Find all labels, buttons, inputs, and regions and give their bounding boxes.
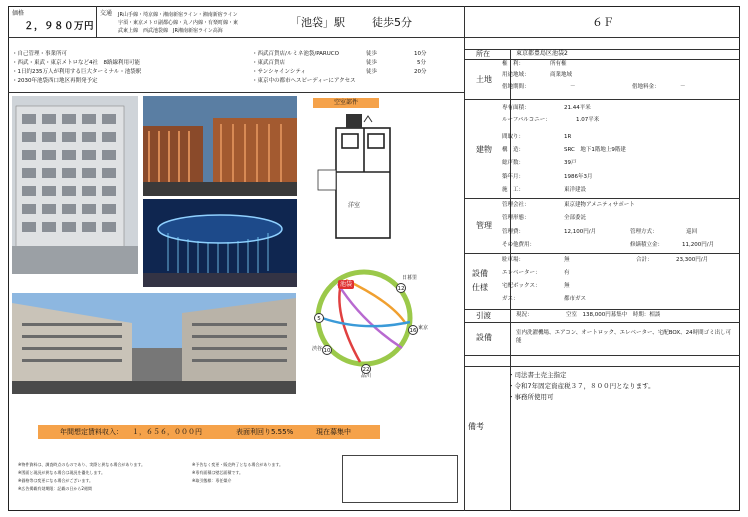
floorplan-label: 空室部件: [313, 98, 379, 108]
handover-label: 引渡: [476, 311, 491, 320]
equipment-value: 23,300円/月: [676, 257, 709, 263]
header-vline: [464, 6, 465, 37]
travel-minutes: 16: [408, 325, 418, 335]
equipment-field: ガス：: [502, 296, 519, 302]
management-field: その他費用：: [502, 242, 536, 248]
access-line: 武東上線 西武池袋線 JR湘南新宿ライン高海: [118, 28, 223, 34]
land-field: 借地期間：: [502, 84, 530, 90]
ikebukuro-badge: 池袋: [339, 281, 352, 288]
handover-value: 空室 138,000円募集中 時期：相談: [566, 312, 661, 318]
feature-item: ・自己管理・事業所可: [12, 51, 68, 57]
station-label: 渋谷: [312, 346, 323, 352]
disclaimer-line: ※図面と現況が異なる場合は現況を優先します。: [18, 470, 106, 475]
row-divider: [464, 322, 740, 323]
management-field: 管理費：: [502, 229, 525, 235]
travel-minutes: 5: [314, 313, 324, 323]
street-view-photo: [12, 293, 296, 394]
equipment-value: 有: [564, 270, 570, 276]
land-field: 権 利：: [502, 61, 525, 67]
row-divider: [464, 99, 740, 100]
price-value: ２，９８０万円: [24, 21, 95, 32]
management-field: 管理方式：: [630, 229, 658, 235]
nearby-time: 20分: [414, 69, 427, 75]
nearby-mode: 徒歩: [366, 69, 378, 75]
remarks-label: 備考: [468, 422, 484, 431]
features-divider: [8, 92, 464, 93]
building-value: 21.44平米: [564, 105, 591, 111]
building-field: 専有面積：: [502, 105, 530, 111]
shopping-street-photo: [143, 96, 297, 196]
building-field: ルーフバルコニー：: [502, 117, 551, 123]
building-value: SRC 地下1階地上9階建: [564, 147, 626, 153]
management-value: 11,200円/月: [682, 242, 715, 248]
disclaimer-line: ※取引態様：専任媒介: [192, 478, 232, 483]
nearby-name: ・東武百貨店: [252, 60, 286, 66]
land-value: 商業地域: [550, 72, 573, 78]
room-label: 洋室: [348, 202, 361, 209]
handover-field: 現況：: [516, 312, 533, 318]
nearby-mode: 徒歩: [366, 51, 378, 57]
income-label: 年間想定賃料収入：: [60, 428, 123, 436]
illuminated-plaza-photo: [143, 199, 297, 287]
price-label: 価格: [12, 10, 25, 17]
building-value: 1.07平米: [576, 117, 600, 123]
facility-label: 設備: [476, 333, 492, 342]
equipment-value: 無: [564, 283, 570, 289]
equipment-value: 都市ガス: [564, 296, 587, 302]
disclaimer-line: ※予告なく変更・販売終了となる場合があります。: [192, 462, 284, 467]
building-value: 1R: [564, 134, 572, 140]
land-field: 借地料金：: [632, 84, 660, 90]
management-label: 管理: [476, 221, 492, 230]
travel-minutes: 10: [322, 345, 332, 355]
building-field: 築年月：: [502, 174, 525, 180]
management-field: 修繕積立金：: [630, 242, 664, 248]
station-label: 東京: [418, 325, 429, 331]
income-value: １，６５６，０００円: [132, 428, 202, 436]
row-divider: [464, 253, 740, 254]
equipment-field: 駐車場：: [502, 257, 525, 263]
land-field: 用途地域：: [502, 72, 530, 78]
land-value: 所有権: [550, 61, 567, 67]
nearby-name: ・サンシャインシティ: [252, 69, 306, 75]
disclaimer-line: ※価格等は変更になる場合がございます。: [18, 478, 94, 483]
nearby-mode: 徒歩: [366, 60, 378, 66]
building-field: 間取り：: [502, 134, 525, 140]
equipment-label: 設備: [472, 269, 488, 278]
equipment-field: 宅配ボックス：: [502, 283, 541, 289]
row-divider: [464, 49, 740, 50]
building-field: 総戸数：: [502, 160, 525, 166]
equipment-field: エレベーター：: [502, 270, 541, 276]
remark-line: ・司法書士売主指定: [508, 371, 567, 379]
building-photo: [12, 96, 138, 274]
feature-item: ・1日約235万人が利用する巨大ターミナル・池袋駅: [12, 69, 142, 75]
building-value: 39戸: [564, 160, 577, 166]
disclaimer-line: ※広告掲載有効期限：記載の日から2週間: [18, 486, 92, 491]
nearby-time: 5分: [417, 60, 426, 66]
location-label: 所在: [476, 50, 490, 58]
equipment-label-2: 仕様: [472, 283, 488, 292]
land-value: －: [570, 84, 576, 90]
land-value: －: [680, 84, 686, 90]
building-value: 東洋建設: [564, 187, 587, 193]
travel-minutes: 22: [361, 364, 371, 374]
row-divider: [464, 355, 740, 356]
nearby-name: ・西武百貨店/ルミネ池袋/PARUCO: [252, 51, 339, 57]
equipment-field: 合計：: [636, 257, 653, 263]
vacancy-status: 現在募集中: [316, 428, 351, 436]
access-line: JR山手線・埼京線・湘南新宿ライン・湘南新宿ライン: [118, 12, 238, 18]
access-label: 交通: [100, 10, 113, 17]
nearby-name: ・東京中の都市へスピーディーにアクセス: [252, 78, 356, 84]
building-field: 構 造：: [502, 147, 525, 153]
building-field: 施 工：: [502, 187, 525, 193]
disclaimer-line: ※専有面積は壁芯面積です。: [192, 470, 244, 475]
remark-line: ・令和7年固定資産税３７，８００円となります。: [508, 382, 655, 390]
management-field: 管理会社：: [502, 202, 530, 208]
building-value: 1986年3月: [564, 174, 593, 180]
management-value: 東京建物アメニティサポート: [564, 202, 635, 208]
nearby-time: 10分: [414, 51, 427, 57]
building-label: 建物: [476, 145, 492, 154]
row-divider: [464, 59, 740, 60]
walk-time: 徒歩5分: [372, 16, 412, 29]
management-value: 巡回: [686, 229, 698, 235]
header-divider: [8, 37, 740, 38]
row-divider: [464, 366, 740, 367]
feature-item: ・西武・東武・東京メトロなど4社 8路線利用可能: [12, 60, 141, 66]
land-label: 土地: [476, 75, 492, 84]
row-divider: [464, 309, 740, 310]
management-value: 12,100円/月: [564, 229, 597, 235]
remark-line: ・事務所使用可: [508, 393, 554, 401]
management-value: 全部委託: [564, 215, 587, 221]
floor-number: ６Ｆ: [592, 16, 614, 29]
header-vline: [96, 6, 97, 37]
feature-item: ・2030年池袋西口地区再開発予定: [12, 78, 98, 84]
floorplan: [306, 110, 424, 242]
equipment-value: 無: [564, 257, 570, 263]
panel-divider: [464, 37, 465, 511]
travel-minutes: 12: [396, 283, 406, 293]
station-name: 「池袋」駅: [290, 16, 345, 29]
location-value: 東京都豊島区池袋2: [516, 50, 568, 57]
facility-text: 室内洗濯機場、エアコン、オートロック、エレベーター、宅配BOX、24時間ゴミ出し可能: [516, 330, 732, 344]
row-divider: [464, 198, 740, 199]
disclaimer-line: ※物件資料は、調査時点のものであり、実際と異なる場合があります。: [18, 462, 146, 467]
access-line: 宇須・東京メトロ副都心線・丸ノ内線・有楽町線・東: [118, 20, 239, 26]
station-label: 日暮里: [402, 275, 418, 281]
company-box: [342, 455, 458, 503]
station-label: 品川: [361, 373, 372, 379]
management-field: 管理形態：: [502, 215, 530, 221]
surface-yield: 表面利回り5.55%: [236, 428, 294, 436]
